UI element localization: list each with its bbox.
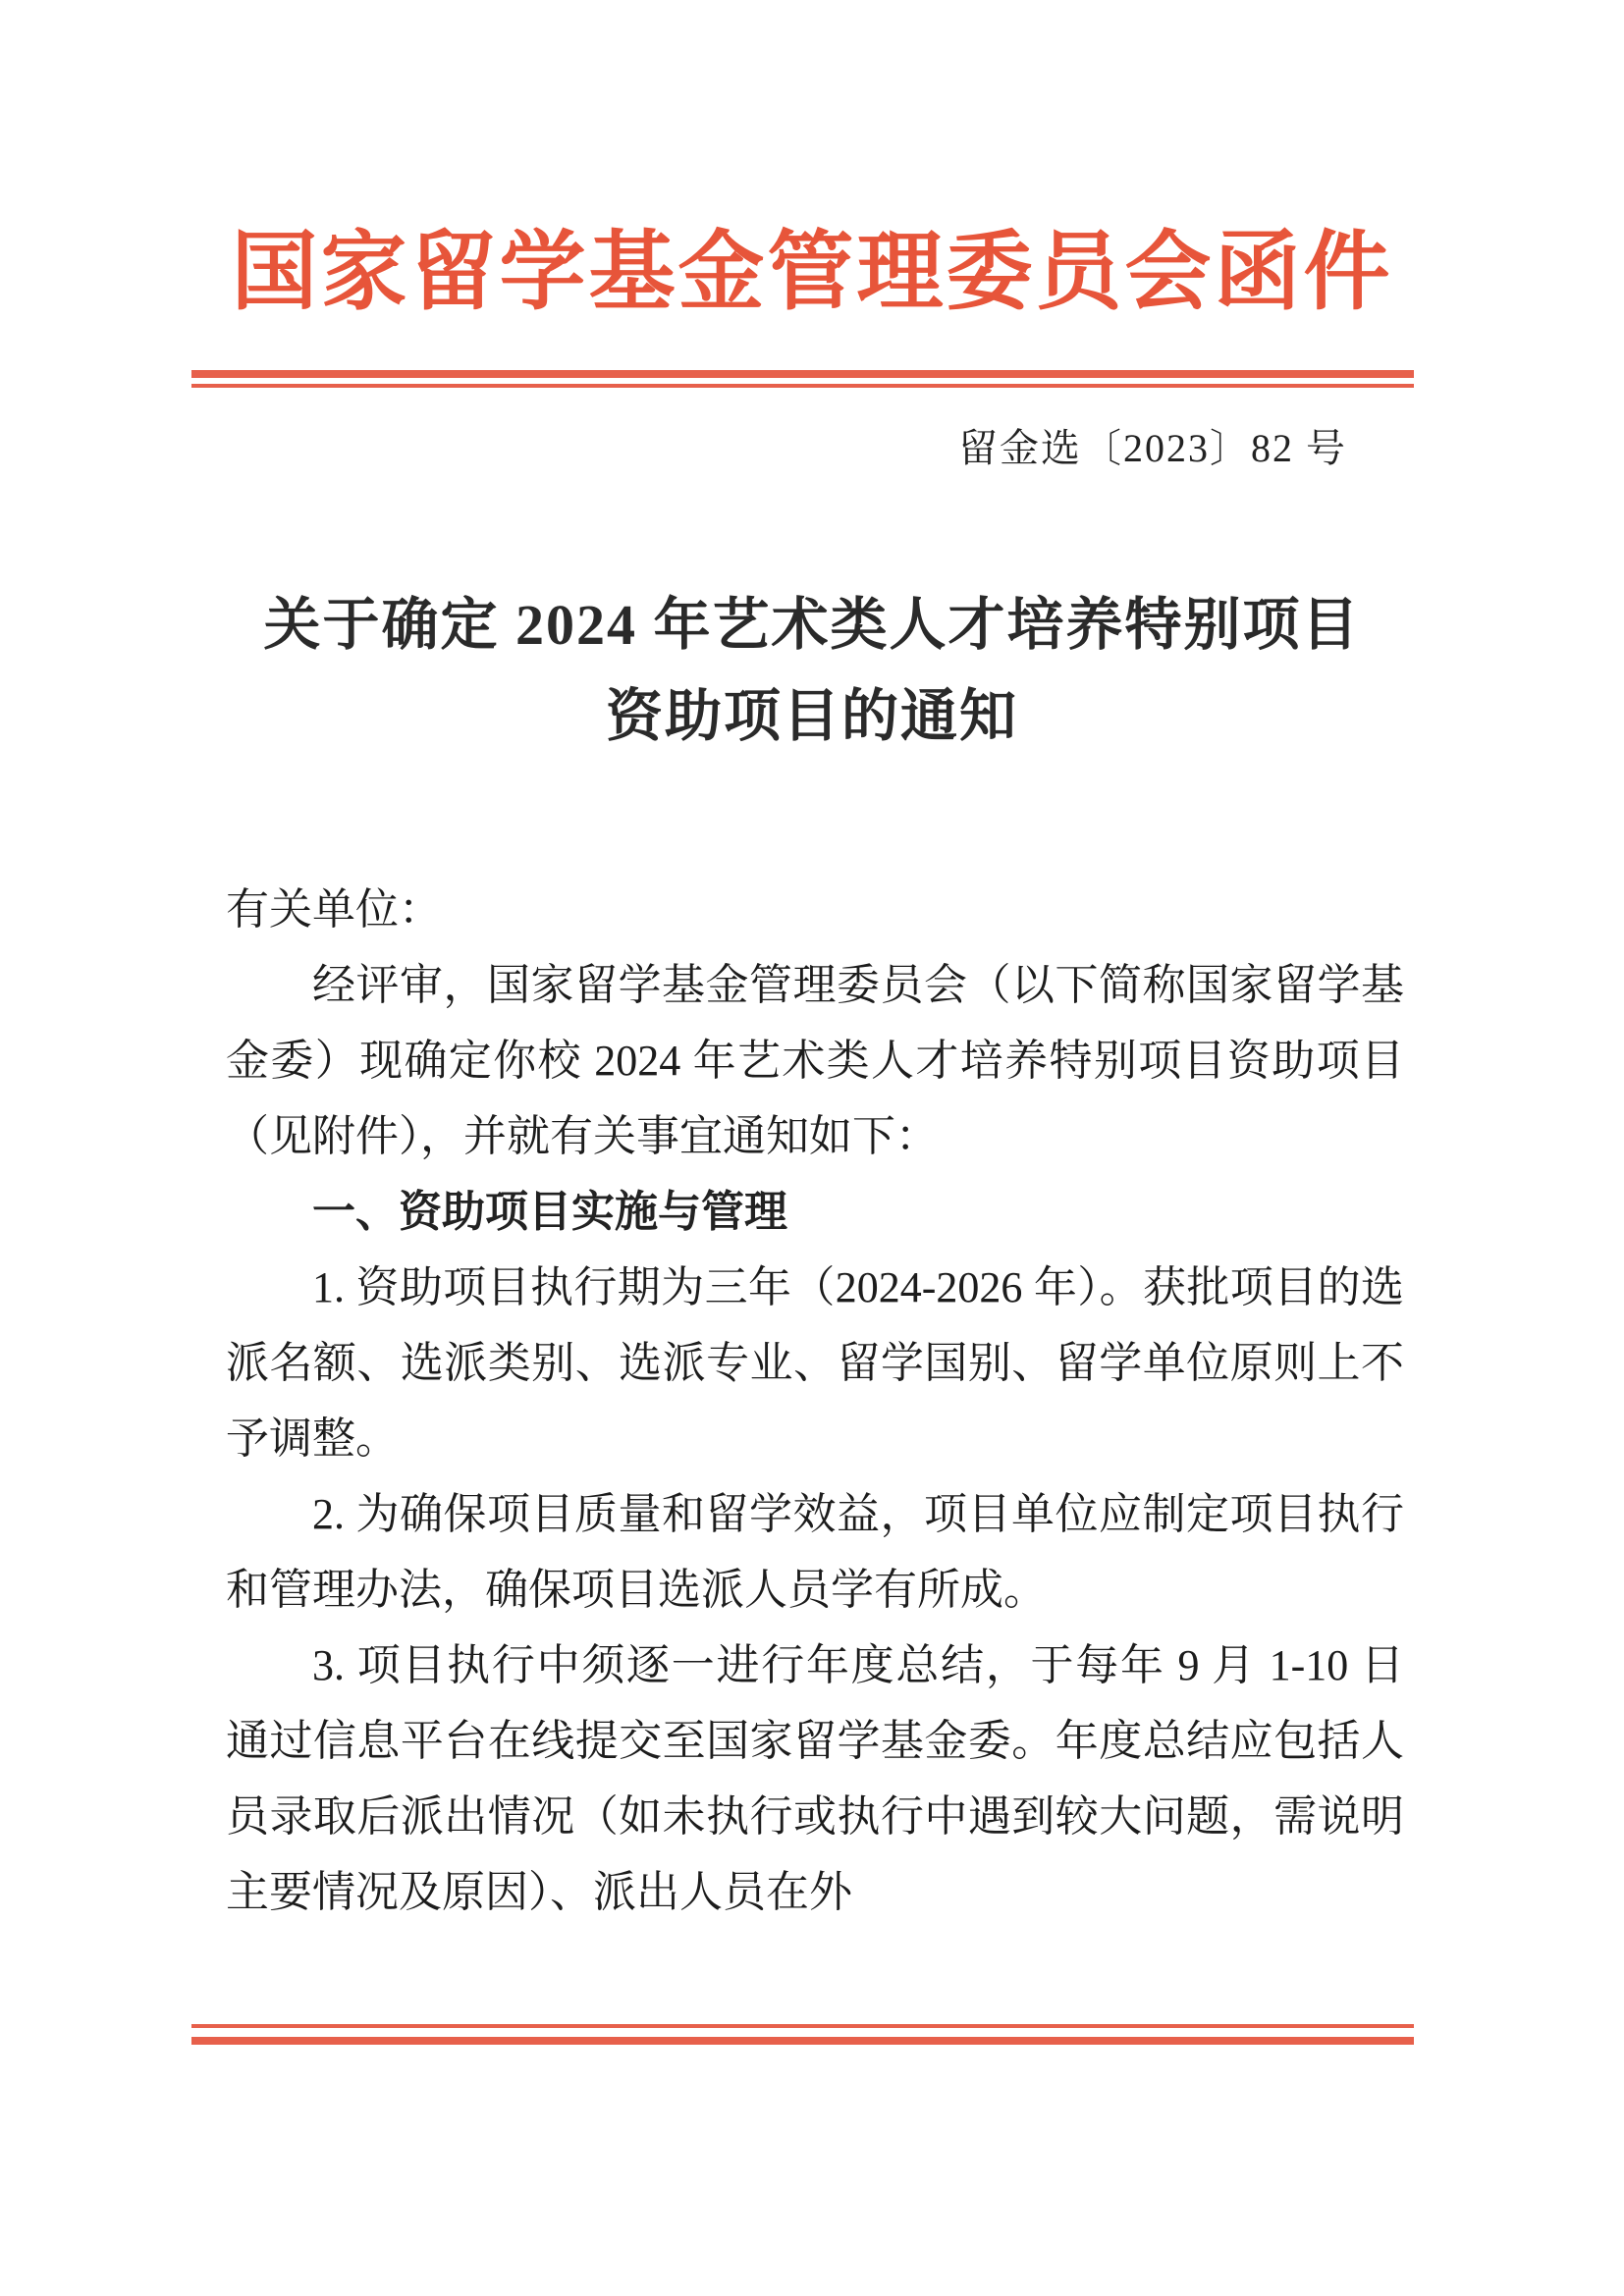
document-title-line-1: 关于确定 2024 年艺术类人才培养特别项目: [263, 593, 1361, 658]
body-paragraph-salutation: 有关单位：: [226, 885, 442, 934]
header-double-rule: [191, 370, 1414, 388]
body-paragraph-intro: 经评审，国家留学基金管理委员会（以下简称国家留学基金委）现确定你校 2024 年艺术类人才培养特别项目资助项目（见附件），并就有关事宜通知如下：: [226, 961, 1404, 1161]
document-body: [226, 872, 1404, 1930]
letterhead-title: 国家留学基金管理委员会函件: [231, 226, 1393, 321]
header-rule-thick-bar: [191, 370, 1414, 378]
body-paragraph-item-1: 1. 资助项目执行期为三年（2024-2026 年）。获批项目的选派名额、选派类别、选派专业、留学国别、留学单位原则上不予调整。: [226, 1263, 1404, 1464]
document-title-line-2: 资助项目的通知: [605, 684, 1018, 749]
body-section-heading: 一、资助项目实施与管理: [312, 1188, 787, 1237]
header-rule-thin-bar: [191, 384, 1414, 388]
document-title: [0, 579, 1624, 762]
footer-double-rule: [191, 2024, 1414, 2045]
body-paragraph-item-3: 3. 项目执行中须逐一进行年度总结，于每年 9 月 1-10 日通过信息平台在线提交至国家留学基金委。年度总结应包括人员录取后派出情况（如未执行或执行中遇到较大问题，需说明主要情况及原因）、派出人员在外: [226, 1641, 1404, 1917]
body-paragraph-item-2: 2. 为确保项目质量和留学效益，项目单位应制定项目执行和管理办法，确保项目选派人员学有所成。: [226, 1490, 1404, 1615]
document-number: 留金选〔2023〕82 号: [958, 426, 1347, 471]
footer-rule-thick-bar: [191, 2037, 1414, 2045]
footer-rule-thin-bar: [191, 2024, 1414, 2028]
